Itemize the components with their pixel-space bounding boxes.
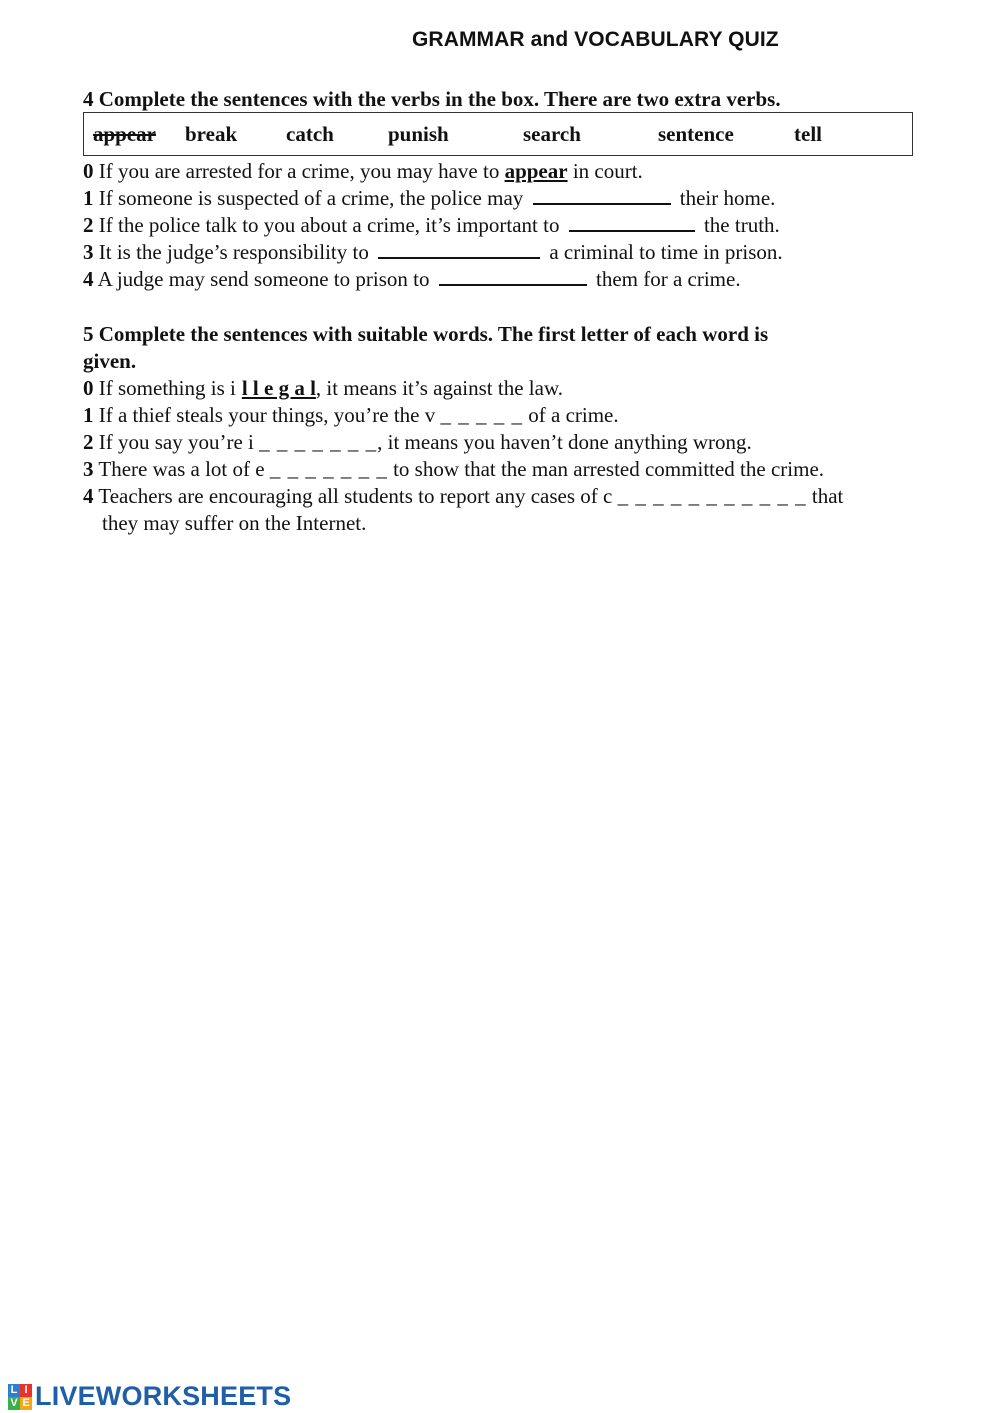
answer-blank-4[interactable] bbox=[439, 266, 587, 286]
letter-blanks-3[interactable]: _ _ _ _ _ _ _ bbox=[269, 457, 388, 481]
answer-blank-3[interactable] bbox=[378, 239, 540, 259]
s5-item-3: 3 There was a lot of e _ _ _ _ _ _ _ to show that the man arrested committed the crime. bbox=[83, 457, 825, 481]
verb-box bbox=[83, 112, 913, 156]
verb-punish: punish bbox=[388, 122, 449, 146]
s5-item-1: 1 If a thief steals your things, you’re the v _ _ _ _ _ of a crime. bbox=[83, 403, 619, 427]
s5-item-4: 4 Teachers are encouraging all students to report any cases of c _ _ _ _ _ _ _ _ _ _ _ that bbox=[83, 484, 844, 508]
s5-item-0: 0 If something is i l l e g a l, it means it’s against the law. bbox=[83, 376, 563, 400]
liveworksheets-logo bbox=[8, 1381, 291, 1412]
s5-item-4-continuation: they may suffer on the Internet. bbox=[102, 511, 367, 535]
answer-blank-2[interactable] bbox=[569, 212, 695, 232]
verb-break: break bbox=[185, 122, 238, 146]
logo-mark-icon: L I V E bbox=[8, 1384, 32, 1410]
verb-catch: catch bbox=[286, 122, 334, 146]
s4-item-2: 2 If the police talk to you about a crime, it’s important to the truth. bbox=[83, 213, 780, 237]
logo-text: LIVEWORKSHEETS bbox=[35, 1381, 292, 1411]
example-answer: appear bbox=[504, 159, 568, 183]
s4-item-3: 3 It is the judge’s responsibility to a criminal to time in prison. bbox=[83, 240, 783, 264]
s4-item-1: 1 If someone is suspected of a crime, the police may their home. bbox=[83, 186, 776, 210]
s5-item-2: 2 If you say you’re i _ _ _ _ _ _ _, it means you haven’t done anything wrong. bbox=[83, 430, 752, 454]
answer-blank-1[interactable] bbox=[533, 185, 671, 205]
verb-sentence: sentence bbox=[658, 122, 734, 146]
section-5-heading: 5 Complete the sentences with suitable words. The first letter of each word is bbox=[83, 322, 769, 346]
example-answer-illegal: l l e g a l bbox=[241, 376, 316, 400]
page-title: GRAMMAR and VOCABULARY QUIZ bbox=[412, 28, 779, 51]
section-5-heading-cont: given. bbox=[83, 349, 137, 373]
s4-item-0: 0 If you are arrested for a crime, you may have to appear in court. bbox=[83, 159, 643, 183]
section-4-heading: 4 Complete the sentences with the verbs in the box. There are two extra verbs. bbox=[83, 87, 781, 111]
s4-item-4: 4 A judge may send someone to prison to them for a crime. bbox=[83, 267, 741, 291]
letter-blanks-2[interactable]: _ _ _ _ _ _ _ bbox=[259, 430, 378, 454]
verb-tell: tell bbox=[794, 122, 822, 146]
verb-search: search bbox=[523, 122, 581, 146]
verb-appear-crossed: appear bbox=[93, 122, 156, 146]
letter-blanks-4[interactable]: _ _ _ _ _ _ _ _ _ _ _ bbox=[617, 484, 807, 508]
letter-blanks-1[interactable]: _ _ _ _ _ bbox=[440, 403, 523, 427]
